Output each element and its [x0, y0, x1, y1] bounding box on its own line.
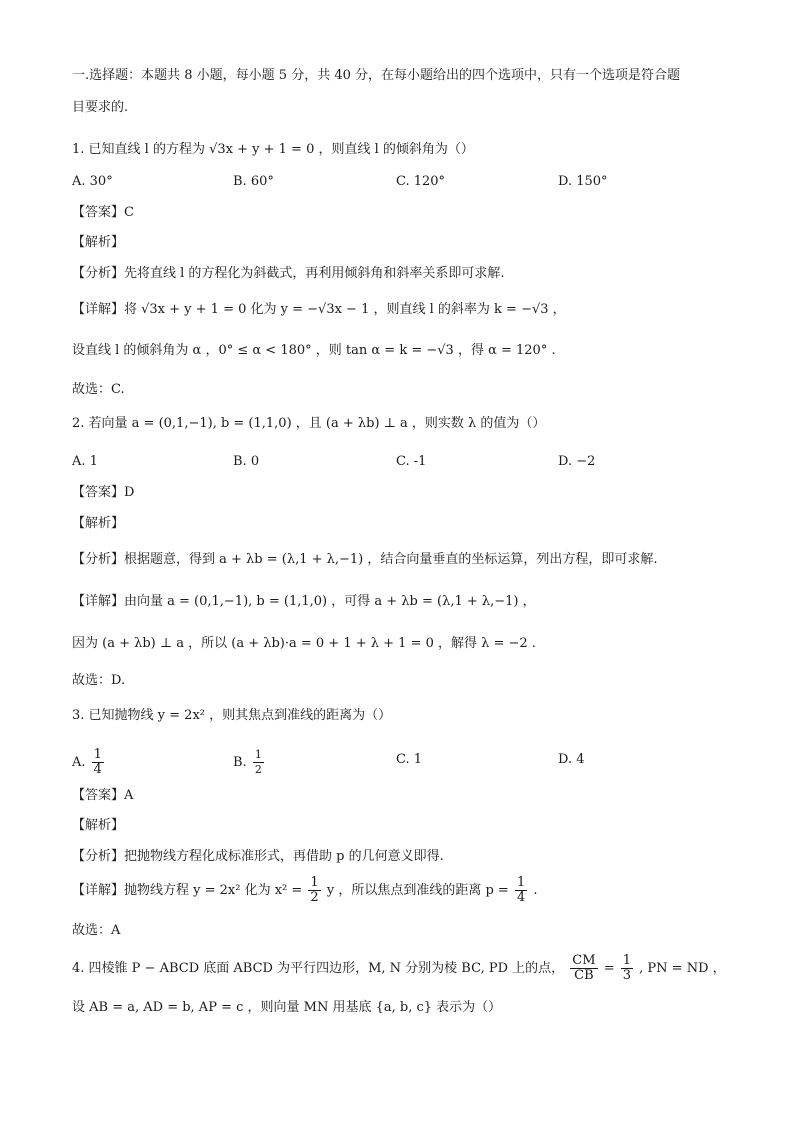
q2-analysis-heading: 【解析】: [72, 516, 125, 531]
q3-detail: [72, 876, 538, 905]
q3-option-b-denominator: 2: [254, 763, 262, 776]
q2-stem: 2. 若向量 a = (0,1,−1), b = (1,1,0) ，且 (a + λb) ⊥ a ，则实数 λ 的值为（）: [72, 416, 546, 431]
q3-option-b-label: B.: [233, 755, 247, 770]
q3-detail-fraction-1-num: 1: [310, 875, 319, 890]
q3-detail-fraction-2-den: 4: [516, 890, 526, 905]
q3-option-b-fraction: [253, 748, 264, 777]
q1-option-a: A. 30°: [72, 174, 113, 189]
q2-detail-line1: 【详解】由向量 a = (0,1,−1), b = (1,1,0) ，可得 a + λb = (λ,1 + λ,−1) ，: [72, 594, 536, 609]
q3-analysis-summary: 【分析】把抛物线方程化成标准形式，再借助 p 的几何意义即得.: [72, 849, 444, 864]
q1-detail-line2: 设直线 l 的倾斜角为 α ，0° ≤ α < 180° ，则 tan α = k = −√3 ，得 α = 120° .: [72, 343, 556, 358]
q1-analysis-heading: 【解析】: [72, 235, 125, 250]
q1-answer: 【答案】C: [72, 205, 134, 220]
q4-value-denominator: 3: [622, 968, 632, 983]
q3-detail-fraction-1-den: 2: [310, 890, 319, 905]
q1-option-c: C. 120°: [396, 174, 446, 189]
q4-ratio-fraction: [570, 954, 597, 983]
q3-stem: 3. 已知抛物线 y = 2x² ，则其焦点到准线的距离为（）: [72, 708, 392, 723]
q3-analysis-heading: 【解析】: [72, 818, 125, 833]
q3-answer: 【答案】A: [72, 788, 134, 803]
q1-option-b: B. 60°: [233, 174, 274, 189]
q3-choice: 故选：A: [72, 923, 121, 938]
q1-analysis-summary: 【分析】先将直线 l 的方程化为斜截式，再利用倾斜角和斜率关系即可求解.: [72, 266, 505, 281]
section-intro-line2: 目要求的.: [72, 100, 129, 115]
q4-value-fraction: [621, 954, 633, 983]
q3-detail-end: .: [533, 883, 538, 898]
q1-stem: 1. 已知直线 l 的方程为 √3x + y + 1 = 0 ，则直线 l 的倾斜角为（）: [72, 142, 474, 157]
q3-option-a-denominator: 4: [93, 762, 102, 777]
section-intro-line1: 一.选择题：本题共 8 小题，每小题 5 分，共 40 分，在每小题给出的四个选项中，只有一个选项是符合题: [72, 68, 681, 83]
q4-stem-line2: 设 AB = a, AD = b, AP = c ，则向量 MN 用基底 {a, b, c} 表示为（）: [72, 1000, 502, 1015]
q3-detail-fraction-1: [308, 876, 320, 905]
q4-stem-prefix: 4. 四棱锥 P − ABCD 底面 ABCD 为平行四边形，M, N 分别为棱 BC, PD 上的点，: [72, 961, 565, 976]
q2-option-d: D. −2: [558, 454, 596, 469]
q4-ratio-numerator: CM: [572, 953, 596, 968]
q3-option-a-fraction: [92, 748, 104, 777]
q4-value-numerator: 1: [622, 953, 632, 968]
q2-answer: 【答案】D: [72, 485, 135, 500]
q2-option-c: C. -1: [396, 454, 427, 469]
q4-ratio-denominator: CB: [574, 968, 594, 983]
q3-option-a: [72, 748, 106, 777]
q3-detail-prefix: 【详解】抛物线方程 y = 2x² 化为 x² =: [72, 883, 303, 898]
q2-option-a: A. 1: [72, 454, 98, 469]
q4-stem-suffix: , PN = ND ，: [639, 961, 726, 976]
q1-detail-line1: 【详解】将 √3x + y + 1 = 0 化为 y = −√3x − 1 ，则直线 l 的斜率为 k = −√3 ，: [72, 302, 566, 317]
q3-option-b-numerator: 1: [254, 748, 262, 761]
q1-choice: 故选：C.: [72, 382, 125, 397]
q3-detail-middle: y ，所以焦点到准线的距离 p =: [326, 883, 509, 898]
q2-choice: 故选：D.: [72, 673, 126, 688]
q3-option-a-label: A.: [72, 755, 86, 770]
q1-option-d: D. 150°: [558, 174, 608, 189]
q3-option-b: [233, 748, 266, 777]
q2-analysis-summary: 【分析】根据题意，得到 a + λb = (λ,1 + λ,−1) ，结合向量垂直的坐标运算，列出方程，即可求解.: [72, 552, 658, 567]
q4-stem-line1: [72, 954, 726, 983]
q3-option-d: D. 4: [558, 752, 585, 767]
q3-detail-fraction-2: [515, 876, 527, 905]
q4-equals: =: [603, 961, 615, 976]
q2-option-b: B. 0: [233, 454, 260, 469]
q3-option-a-numerator: 1: [93, 747, 102, 762]
q3-option-c: C. 1: [396, 752, 423, 767]
q3-detail-fraction-2-num: 1: [516, 875, 526, 890]
q2-detail-line2: 因为 (a + λb) ⊥ a ，所以 (a + λb)·a = 0 + 1 + λ + 1 = 0 ，解得 λ = −2 .: [72, 636, 536, 651]
